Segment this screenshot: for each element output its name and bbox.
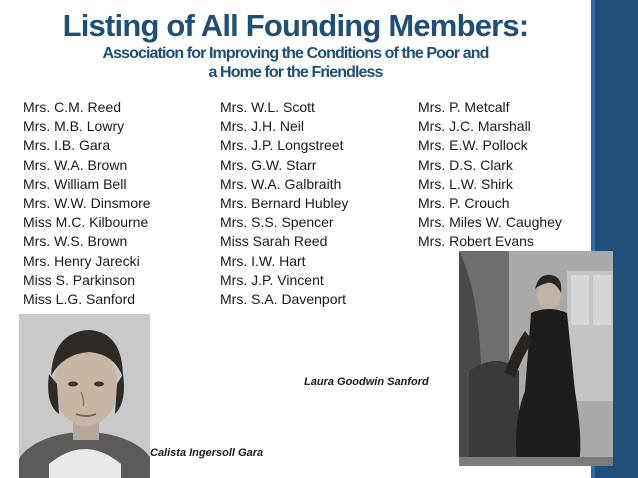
photo-caption-calista: Calista Ingersoll Gara (150, 447, 264, 459)
member-name: Mrs. P. Metcalf (418, 99, 510, 115)
member-name: Mrs. W.A. Galbraith (220, 175, 342, 192)
portrait-photo-laura (459, 251, 613, 466)
member-name: Mrs. J.P. Longstreet (220, 137, 344, 154)
member-name: Mrs. Robert Evans (418, 233, 534, 250)
member-name: Mrs. I.B. Gara (23, 137, 111, 154)
portrait-illustration (19, 314, 150, 478)
member-column-3 (418, 98, 562, 252)
member-name: Miss Sarah Reed (220, 233, 328, 250)
member-name: Mrs. M.B. Lowry (23, 118, 125, 135)
member-column-2 (220, 98, 348, 309)
member-name: Mrs. Henry Jarecki (23, 252, 140, 269)
member-name: Mrs. W.S. Brown (23, 233, 128, 250)
member-name: Miss S. Parkinson (23, 271, 136, 288)
member-name: Mrs. G.W. Starr (220, 156, 317, 173)
slide-title: Listing of All Founding Members: (62, 8, 529, 43)
member-name: Mrs. C.M. Reed (23, 99, 122, 115)
portrait-illustration (459, 251, 613, 466)
member-name: Mrs. J.P. Vincent (220, 271, 324, 288)
member-name: Mrs. W.A. Brown (23, 156, 128, 173)
member-name: Mrs. William Bell (23, 175, 127, 192)
member-name: Miss M.C. Kilbourne (23, 214, 149, 231)
member-name: Mrs. S.S. Spencer (220, 214, 334, 231)
member-name: Mrs. J.C. Marshall (418, 118, 531, 135)
member-name: Miss L.G. Sanford (23, 290, 136, 307)
member-name: Mrs. S.A. Davenport (220, 290, 347, 307)
member-name: Mrs. E.W. Pollock (418, 137, 528, 154)
portrait-photo-calista (19, 314, 150, 478)
member-name: Mrs. J.H. Neil (220, 118, 304, 135)
member-name: Mrs. I.W. Hart (220, 252, 306, 269)
member-name: Mrs. W.W. Dinsmore (23, 194, 151, 211)
member-name: Mrs. D.S. Clark (418, 156, 513, 173)
member-column-1 (23, 98, 151, 309)
member-name: Mrs. W.L. Scott (220, 99, 315, 115)
member-name: Mrs. Bernard Hubley (220, 194, 349, 211)
member-name: Mrs. P. Crouch (418, 194, 510, 211)
slide-subtitle (0, 44, 591, 82)
subtitle-line-2: a Home for the Friendless (208, 64, 383, 81)
member-name: Mrs. Miles W. Caughey (418, 214, 562, 231)
subtitle-line-1: Association for Improving the Conditions of the Poor and (102, 45, 489, 62)
photo-caption-laura: Laura Goodwin Sanford (304, 376, 429, 388)
member-name: Mrs. L.W. Shirk (418, 175, 513, 192)
